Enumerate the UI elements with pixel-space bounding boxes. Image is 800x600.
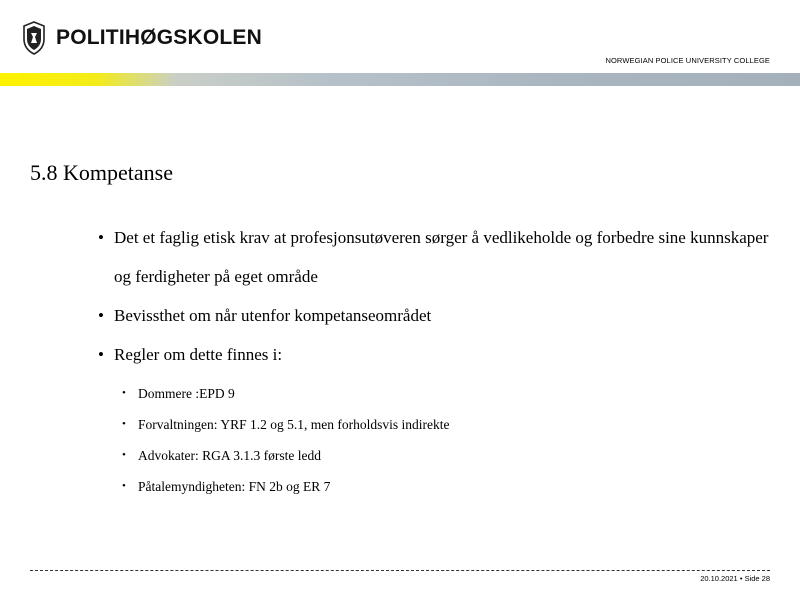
footer-separator: • [739,574,743,583]
header-color-band [0,73,800,86]
bullet-item: • Det et faglig etisk krav at profesjonsutøveren sørger å vedlikeholde og forbedre sine kunnskaper og ferdigheter på eget område [98,218,778,296]
footer-divider [30,570,770,571]
sub-bullet-list [122,378,778,502]
logo-text: POLITIHØGSKOLEN [56,26,263,49]
bullet-list [98,218,778,502]
sub-bullet-item: • Dommere :EPD 9 [122,378,778,409]
slide-title: 5.8 Kompetanse [30,160,173,185]
sub-bullet-item: • Forvaltningen: YRF 1.2 og 5.1, men forholdsvis indirekte [122,409,778,440]
police-crest-icon [22,21,46,55]
institution-tagline: NORWEGIAN POLICE UNIVERSITY COLLEGE [605,56,770,65]
bullet-item: • Bevissthet om når utenfor kompetanseområdet [98,296,778,335]
sub-bullet-item: • Påtalemyndigheten: FN 2b og ER 7 [122,471,778,502]
page-number: Side 28 [744,574,770,583]
sub-bullet-item: • Advokater: RGA 3.1.3 første ledd [122,440,778,471]
footer [700,574,770,583]
bullet-item: • Regler om dette finnes i: [98,335,778,374]
footer-date: 20.10.2021 [700,574,738,583]
logo [22,20,262,56]
